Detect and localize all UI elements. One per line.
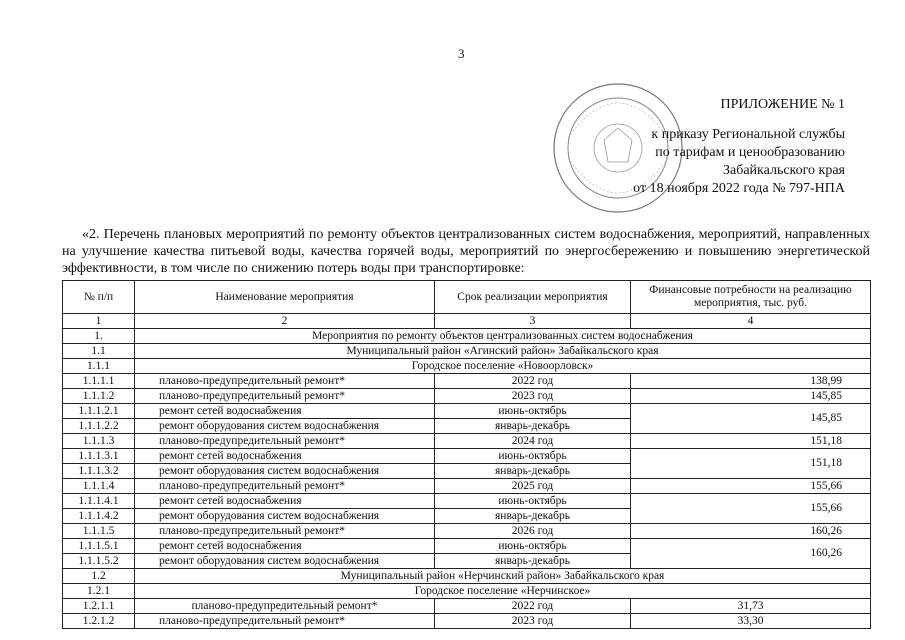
page-number: 3 [458,46,465,61]
settlement-row [63,359,871,374]
row-number: 1. [63,329,135,344]
col-number: 1 [63,314,135,329]
row-cost: 145,85 [631,389,871,404]
appendix-title: ПРИЛОЖЕНИЕ № 1 [720,97,845,112]
row-number: 1.1.1.2.2 [63,419,135,434]
row-term: 2023 год [435,614,631,629]
row-name: планово-предупредительный ремонт* [135,434,435,449]
column-numbers-row [63,314,871,329]
row-number: 1.2.1.2 [63,614,135,629]
row-name: ремонт оборудования систем водоснабжения [135,419,435,434]
row-term: июнь-октябрь [435,494,631,509]
row-name: ремонт сетей водоснабжения [135,449,435,464]
appendix-line: от 18 ноября 2022 года № 797-НПА [633,181,845,196]
section-row [63,329,871,344]
row-number: 1.2.1.1 [63,599,135,614]
row-name: ремонт сетей водоснабжения [135,494,435,509]
row-number: 1.1.1.3.2 [63,464,135,479]
row-term: июнь-октябрь [435,539,631,554]
row-cost: 160,26 [631,539,871,569]
row-name: ремонт оборудования систем водоснабжения [135,554,435,569]
measures-table [62,280,871,629]
row-name: ремонт оборудования систем водоснабжения [135,509,435,524]
row-number: 1.1.1.5.1 [63,539,135,554]
row-term: 2025 год [435,479,631,494]
section-title: Мероприятия по ремонту объектов централизованных систем водоснабжения [135,329,871,344]
district-title: Муниципальный район «Агинский район» Забайкальского края [135,344,871,359]
row-term: июнь-октябрь [435,449,631,464]
row-number: 1.1.1.3 [63,434,135,449]
row-number: 1.1 [63,344,135,359]
col-header-name: Наименование мероприятия [135,281,435,314]
row-name: планово-предупредительный ремонт* [135,524,435,539]
col-number: 3 [435,314,631,329]
intro-paragraph: «2. Перечень плановых мероприятий по ремонту объектов централизованных систем водоснабжения, мероприятий, направленных на улучшение качества питьевой воды, качества горячей воды, мероприятий по энергосбережению и повышению энергетической эффективности, в том числе по снижению потерь воды при транспортировке: [62,227,870,276]
settlement-title: Городское поселение «Нерчинское» [135,584,871,599]
row-cost: 33,30 [631,614,871,629]
row-name: планово-предупредительный ремонт* [135,599,435,614]
table-row [63,374,871,389]
col-number: 4 [631,314,871,329]
row-term: июнь-октябрь [435,404,631,419]
row-number: 1.1.1.5 [63,524,135,539]
row-term: январь-декабрь [435,464,631,479]
table-row [63,599,871,614]
district-title: Муниципальный район «Нерчинский район» Забайкальского края [135,569,871,584]
row-number: 1.2.1 [63,584,135,599]
row-cost: 151,18 [631,434,871,449]
settlement-row [63,584,871,599]
settlement-title: Городское поселение «Новоорловск» [135,359,871,374]
row-term: 2022 год [435,374,631,389]
row-term: январь-декабрь [435,419,631,434]
district-row [63,344,871,359]
row-term: 2026 год [435,524,631,539]
row-cost: 155,66 [631,479,871,494]
district-row [63,569,871,584]
row-term: 2022 год [435,599,631,614]
appendix-header [540,96,845,198]
row-number: 1.1.1.4.1 [63,494,135,509]
row-term: январь-декабрь [435,509,631,524]
row-number: 1.1.1.2 [63,389,135,404]
row-name: планово-предупредительный ремонт* [135,479,435,494]
table-row [63,524,871,539]
table-row [63,404,871,419]
col-header-number: № п/п [63,281,135,314]
table-row [63,614,871,629]
row-number: 1.1.1.4 [63,479,135,494]
appendix-line: Забайкальского края [722,163,845,178]
row-name: планово-предупредительный ремонт* [135,374,435,389]
row-number: 1.1.1 [63,359,135,374]
row-number: 1.1.1.1 [63,374,135,389]
table-row [63,434,871,449]
row-name: ремонт оборудования систем водоснабжения [135,464,435,479]
col-header-cost: Финансовые потребности на реализацию мероприятия, тыс. руб. [631,281,871,314]
row-name: ремонт сетей водоснабжения [135,539,435,554]
col-header-term: Срок реализации мероприятия [435,281,631,314]
row-cost: 31,73 [631,599,871,614]
table-row [63,539,871,554]
row-name: планово-предупредительный ремонт* [135,389,435,404]
row-term: январь-декабрь [435,554,631,569]
row-number: 1.2 [63,569,135,584]
row-number: 1.1.1.3.1 [63,449,135,464]
table-row [63,479,871,494]
appendix-line: по тарифам и ценообразованию [655,145,845,160]
header-row [63,281,871,314]
row-name: планово-предупредительный ремонт* [135,614,435,629]
row-number: 1.1.1.5.2 [63,554,135,569]
row-term: 2023 год [435,389,631,404]
row-number: 1.1.1.4.2 [63,509,135,524]
table-row [63,494,871,509]
row-cost: 138,99 [631,374,871,389]
appendix-line: к приказу Региональной службы [651,127,845,142]
col-number: 2 [135,314,435,329]
table-row [63,449,871,464]
row-name: ремонт сетей водоснабжения [135,404,435,419]
table-row [63,389,871,404]
row-cost: 151,18 [631,449,871,479]
row-cost: 160,26 [631,524,871,539]
row-term: 2024 год [435,434,631,449]
row-cost: 145,85 [631,404,871,434]
row-number: 1.1.1.2.1 [63,404,135,419]
row-cost: 155,66 [631,494,871,524]
